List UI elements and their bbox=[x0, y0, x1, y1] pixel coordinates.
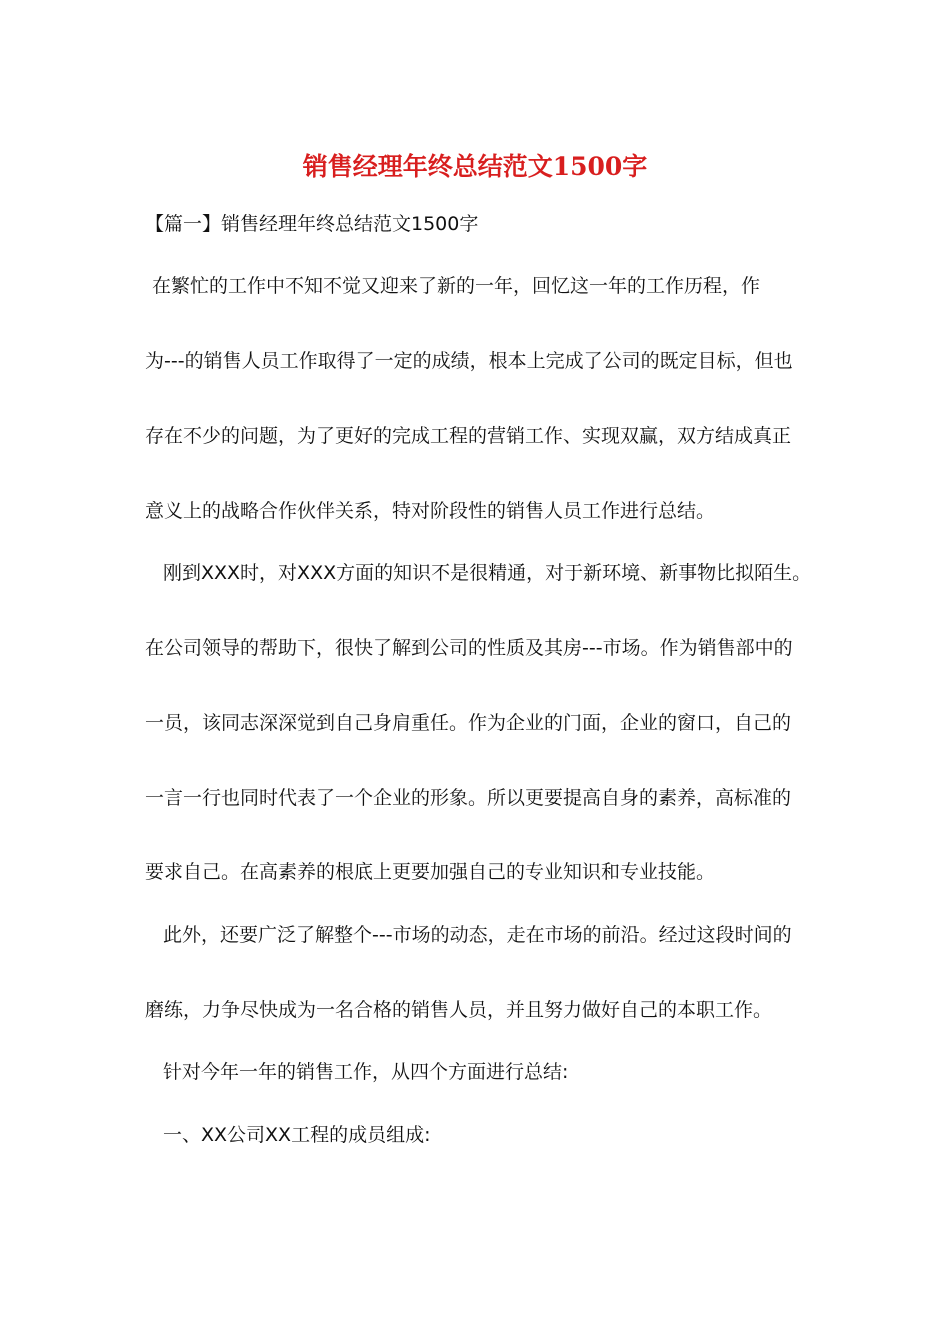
paragraph-line: 针对今年一年的销售工作，从四个方面进行总结: bbox=[163, 1061, 569, 1083]
paragraph-line: 为---的销售人员工作取得了一定的成绩，根本上完成了公司的既定目标，但也 bbox=[145, 350, 793, 372]
section-heading: 【篇一】销售经理年终总结范文1500字 bbox=[145, 213, 479, 235]
paragraph-line: 在公司领导的帮助下，很快了解到公司的性质及其房---市场。作为销售部中的 bbox=[145, 637, 793, 659]
paragraph-line: 要求自己。在高素养的根底上更要加强自己的专业知识和专业技能。 bbox=[145, 861, 716, 883]
paragraph-line: 一、XX公司XX工程的成员组成: bbox=[163, 1124, 431, 1146]
paragraph-line: 意义上的战略合作伙伴关系，特对阶段性的销售人员工作进行总结。 bbox=[145, 500, 716, 522]
paragraph-line: 磨练，力争尽快成为一名合格的销售人员，并且努力做好自己的本职工作。 bbox=[145, 999, 773, 1021]
paragraph-line: 此外，还要广泛了解整个---市场的动态，走在市场的前沿。经过这段时间的 bbox=[163, 924, 792, 946]
document-title: 销售经理年终总结范文1500字 bbox=[302, 152, 648, 181]
paragraph-line: 一言一行也同时代表了一个企业的形象。所以更要提高自身的素养，高标准的 bbox=[145, 787, 792, 809]
paragraph-line: 一员，该同志深深觉到自己身肩重任。作为企业的门面，企业的窗口，自己的 bbox=[145, 712, 792, 734]
paragraph-line: 存在不少的问题，为了更好的完成工程的营销工作、实现双赢，双方结成真正 bbox=[145, 425, 792, 447]
paragraph-line: 刚到XXX时，对XXX方面的知识不是很精通，对于新环境、新事物比拟陌生。 bbox=[163, 562, 812, 584]
paragraph-line: 在繁忙的工作中不知不觉又迎来了新的一年，回忆这一年的工作历程，作 bbox=[152, 275, 761, 297]
